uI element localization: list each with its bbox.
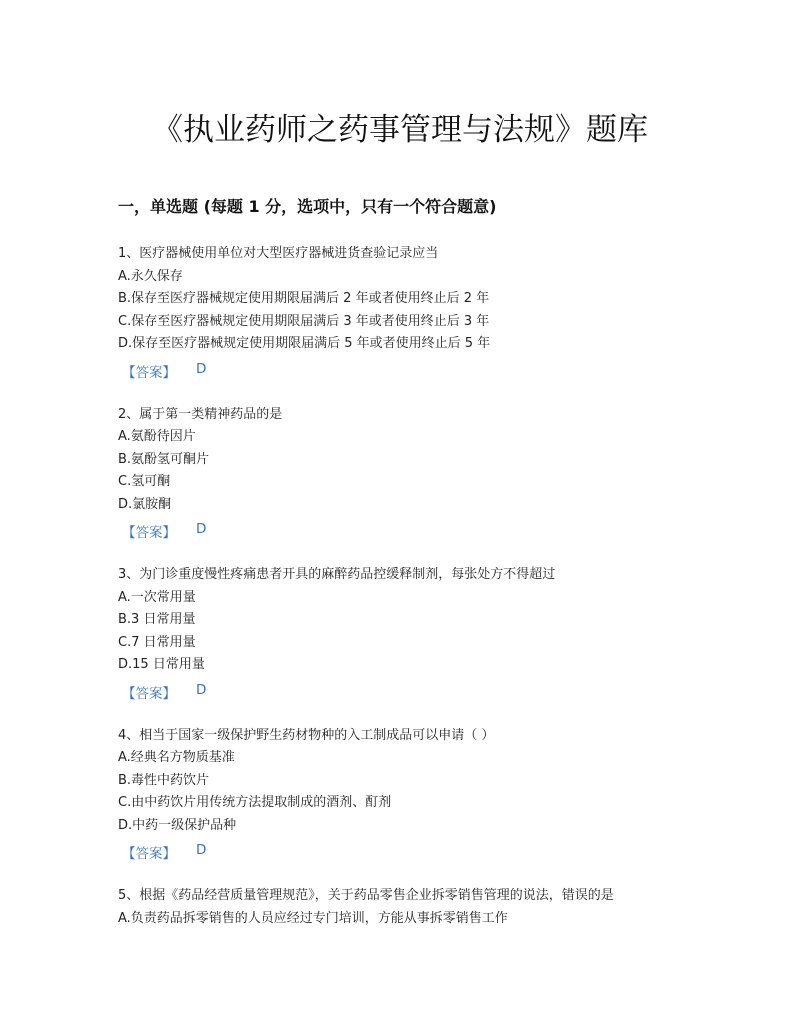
option-d: D.氯胺酮 (118, 496, 172, 512)
answer-value: D (196, 360, 207, 377)
option-b: B.保存至医疗器械规定使用期限届满后 2 年或者使用终止后 2 年 (118, 291, 490, 306)
option-a: A.负责药品拆零销售的人员应经过专门培训，方能从事拆零销售工作 (118, 910, 508, 926)
question-list (118, 243, 718, 936)
section-heading: 一，单选题 (每题 1 分，选项中，只有一个符合题意) (118, 197, 497, 216)
answer-row (118, 356, 718, 398)
option-a: A.永久保存 (118, 268, 183, 284)
document-title: 《执业药师之药事管理与法规》题库 (152, 112, 648, 148)
answer-label: 【答案】 (122, 846, 176, 862)
question-stem: 4、相当于国家一级保护野生药材物种的入工制成品可以申请（ ） (118, 727, 495, 743)
question-stem: 3、为门诊重度慢性疼痛患者开具的麻醉药品控缓释制剂，每张处方不得超过 (118, 567, 556, 582)
option-c: C.保存至医疗器械规定使用期限届满后 3 年或者使用终止后 3 年 (118, 313, 490, 329)
option-d: D.15 日常用量 (118, 657, 205, 672)
question-5 (118, 885, 718, 930)
option-c: C.7 日常用量 (118, 634, 196, 650)
answer-label: 【答案】 (122, 685, 176, 702)
answer-row (118, 516, 718, 558)
question-4 (118, 725, 718, 880)
option-d: D.保存至医疗器械规定使用期限届满后 5 年或者使用终止后 5 年 (118, 336, 491, 351)
option-c: C.氢可酮 (118, 474, 171, 489)
question-stem: 1、医疗器械使用单位对大型医疗器械进货查验记录应当 (118, 246, 439, 261)
answer-label: 【答案】 (122, 364, 176, 381)
answer-value: D (196, 521, 207, 537)
answer-row (118, 677, 718, 719)
answer-label: 【答案】 (122, 525, 176, 541)
question-2 (118, 404, 718, 559)
question-1 (118, 243, 718, 398)
answer-row (118, 837, 718, 879)
option-c: C.由中药饮片用传统方法提取制成的酒剂、酊剂 (118, 795, 392, 810)
question-3 (118, 564, 718, 719)
option-b: B.毒性中药饮片 (118, 772, 210, 788)
option-b: B.氨酚氢可酮片 (118, 451, 210, 467)
option-a: A.经典名方物质基准 (118, 750, 235, 765)
question-stem: 5、根据《药品经营质量管理规范》，关于药品零售企业拆零销售管理的说法，错误的是 (118, 888, 614, 903)
question-stem: 2、属于第一类精神药品的是 (118, 406, 283, 422)
option-a: A.一次常用量 (118, 589, 196, 605)
option-d: D.中药一级保护品种 (118, 817, 237, 833)
option-b: B.3 日常用量 (118, 612, 196, 627)
answer-value: D (196, 842, 207, 858)
option-a: A.氨酚待因片 (118, 429, 196, 444)
answer-value: D (196, 681, 207, 698)
